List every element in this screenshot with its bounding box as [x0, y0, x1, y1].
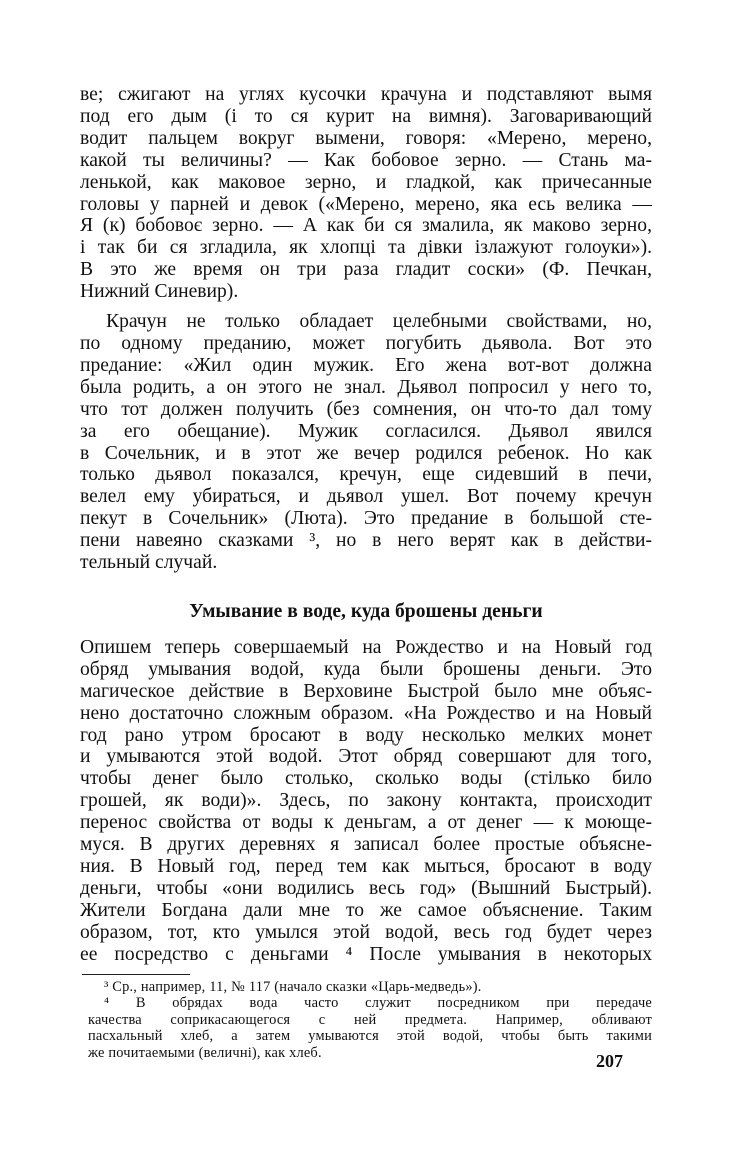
- text-line: і так би ся згладила, як хлопці та дівки ізлажуют голоуки»).: [80, 237, 652, 259]
- text-line: под его дым (і то ся курит на вимня). Заговаривающий: [80, 105, 652, 127]
- text-line: нено достаточно сложным образом. «На Рождество и на Новый: [80, 702, 652, 724]
- text-line: ленькой, как маковое зерно, и гладкой, как причесанные: [80, 171, 652, 193]
- text-line: только дьявол показался, кречун, еще сидевший в печи,: [80, 464, 652, 486]
- footnote-line: качества соприкасающегося с ней предмета. Например, обливают: [88, 1011, 652, 1028]
- text-line: была родить, а он этого не знал. Дьявол попросил у него то,: [80, 376, 652, 398]
- text-line: магическое действие в Верховине Быстрой было мне объяс-: [80, 680, 652, 702]
- text-line: грошей, як води)». Здесь, по закону контакта, происходит: [80, 790, 652, 812]
- text-line: по одному преданию, может погубить дьявола. Вот это: [80, 332, 652, 354]
- text-line: перенос свойства от воды к деньгам, а от денег — к моюще-: [80, 812, 652, 834]
- text-line: тельный случай.: [80, 552, 218, 574]
- footnote-line: ⁴ В обрядах вода часто служит посредником при передаче: [104, 995, 652, 1012]
- text-line: ее посредство с деньгами ⁴ После умывания в некоторых: [80, 943, 652, 965]
- text-line: предание: «Жил один мужик. Его жена вот-вот должна: [80, 354, 652, 376]
- text-line: ве; сжигают на углях кусочки крачуна и подставляют вымя: [80, 84, 652, 105]
- text-line: пени навеяно сказками ³, но в него верят как в действи-: [80, 530, 652, 552]
- text-line: пекут в Сочельник» (Люта). Это предание в большой сте-: [80, 508, 652, 530]
- text-line: что тот должен получить (без сомнения, он что-то дал тому: [80, 398, 652, 420]
- text-line: деньги, чтобы «они водились весь год» (Вышний Быстрый).: [80, 877, 652, 899]
- paragraph-3: [80, 637, 652, 966]
- text-line: Крачун не только обладает целебными свойствами, но,: [106, 311, 652, 333]
- text-line: чтобы денег было столько, сколько воды (стілько било: [80, 768, 652, 790]
- footnotes: [80, 979, 652, 1062]
- footnote-line: пасхальный хлеб, а затем умываются этой водой, чтобы быть такими: [88, 1028, 652, 1045]
- text-line: Нижний Синевир).: [80, 281, 239, 303]
- text-line: за его обещание). Мужик согласился. Дьявол явился: [80, 420, 652, 442]
- text-line: Опишем теперь совершаемый на Рождество и на Новый год: [80, 636, 652, 658]
- footnote-line: ³ Ср., например, 11, № 117 (начало сказки «Царь-медведь»).: [104, 978, 482, 995]
- page-text: [80, 84, 652, 1061]
- text-line: головы у парней и девок («Мерено, мерено, яка есь велика —: [80, 193, 652, 215]
- text-line: муся. В других деревнях я записал более простые объясне-: [80, 834, 652, 856]
- text-line: велел ему убираться, и дьявол ушел. Вот почему кречун: [80, 486, 652, 508]
- paragraph-2: [80, 311, 652, 574]
- footnote-divider: [82, 974, 190, 975]
- text-line: Я (к) бобовоє зерно. — А как би ся змалила, як маково зерно,: [80, 215, 652, 237]
- text-line: водит пальцем вокруг вымени, говоря: «Мерено, мерено,: [80, 127, 652, 149]
- text-line: ния. В Новый год, перед тем как мыться, бросают в воду: [80, 856, 652, 877]
- text-line: и умываются этой водой. Этот обряд совершают для того,: [80, 746, 652, 768]
- text-line: образом, тот, кто умылся этой водой, весь год будет через: [80, 921, 652, 943]
- text-line: в Сочельник, и в этот же вечер родился ребенок. Но как: [80, 442, 652, 464]
- paragraph-1: [80, 84, 652, 303]
- text-line: В это же время он три раза гладит соски» (Ф. Печкан,: [80, 259, 652, 281]
- section-heading: Умывание в воде, куда брошены деньги: [189, 600, 543, 622]
- footnote-line: же почитаемыми (величні), как хлеб.: [88, 1044, 322, 1061]
- text-line: год рано утром бросают в воду несколько мелких монет: [80, 724, 652, 746]
- text-line: обряд умывания водой, куда были брошены деньги. Это: [80, 658, 652, 680]
- page-number: 207: [596, 1051, 623, 1071]
- text-line: какой ты величины? — Как бобовое зерно. — Стань ма-: [80, 149, 652, 171]
- text-line: Жители Богдана дали мне то же самое объяснение. Таким: [80, 899, 652, 921]
